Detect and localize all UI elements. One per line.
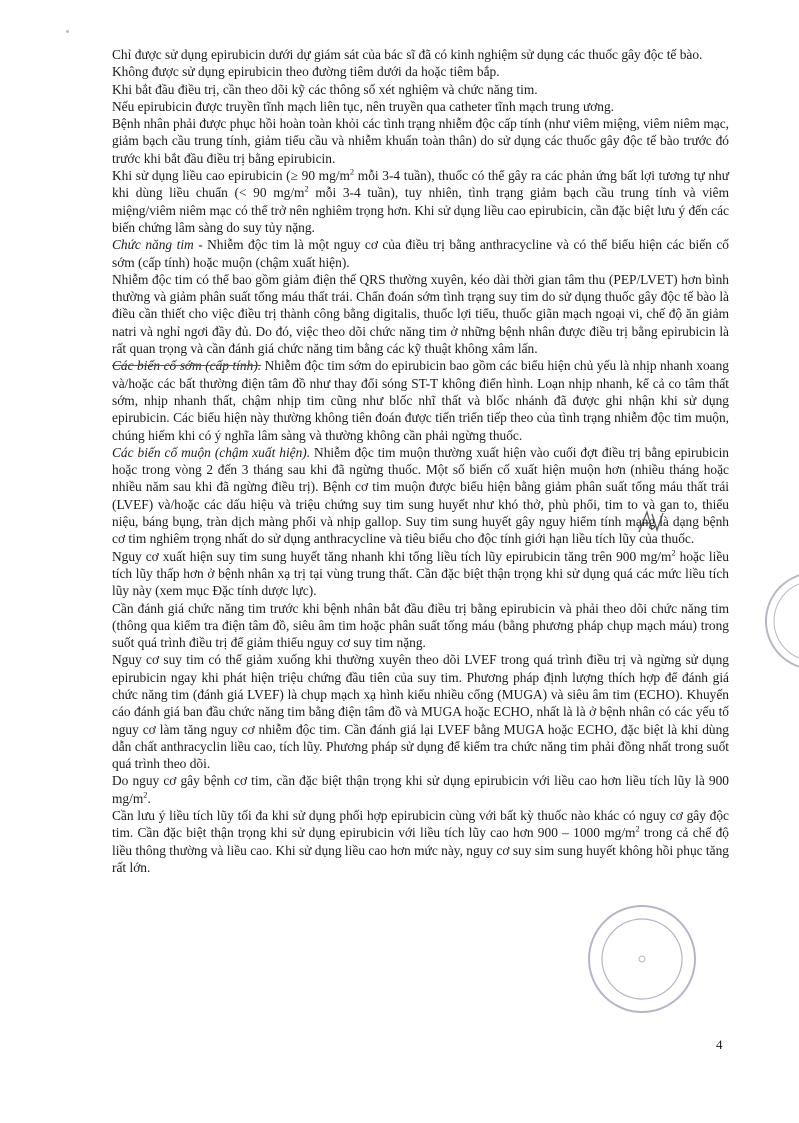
label-late-events: Các biến cố muộn (chậm xuất hiện). bbox=[112, 444, 311, 460]
paragraph-cumulative-dose: Do nguy cơ gây bệnh cơ tim, cần đặc biệt thận trọng khi sử dụng epirubicin với liều cao hơn liều tích lũy là 900 $mg/m^2$. bbox=[112, 773, 729, 806]
paragraph-supervision: Chỉ được sử dụng epirubicin dưới dự giám sát của bác sĩ đã có kinh nghiệm sử dụng các thuốc gây độc tế bào. bbox=[112, 47, 703, 62]
page-number: 4 bbox=[716, 1037, 723, 1052]
paragraph-lvef-monitoring: Nguy cơ suy tim có thể giảm xuống khi thường xuyên theo dõi LVEF trong quá trình điều trị và ngừng sử dụng epirubicin ngay khi phát hiện triệu chứng đầu tiên của suy tim. Phương pháp định lượng thích hợp để đánh giá chức năng tim (đánh giá LVEF) là chụp mạch xạ hình kiểu nhiều cổng (MUGA) và siêu âm tim (ECHO). Khuyến cáo đánh giá ban đầu chức năng tim bằng điện tâm đồ và MUGA hoặc ECHO, nhất là là ở bệnh nhân có các yếu tố nguy cơ làm tăng nguy cơ nhiễm độc tim. Cần đánh giá lại LVEF bằng MUGA hoặc ECHO, đặc biệt là khi dùng dẫn chất anthracyclin liều cao, tích lũy. Phương pháp sử dụng để kiểm tra chức năng tim phải đồng nhất trong suốt quá trình theo dõi. bbox=[112, 652, 729, 772]
paragraph-baseline-assessment: Cần đánh giá chức năng tim trước khi bệnh nhân bắt đầu điều trị bằng epirubicin và phải theo dõi chức năng tim (thông qua kiểm tra điện tâm đồ, siêu âm tim hoặc phân suất tống máu (bằng phương pháp chụp mạch máu) trong suốt quá trình điều trị để giảm thiểu nguy cơ suy tim nặng. bbox=[112, 600, 729, 651]
paragraph-recovery: Bệnh nhân phải được phục hồi hoàn toàn khỏi các tình trạng nhiễm độc cấp tính (như viêm miệng, viêm niêm mạc, giảm bạch cầu trung tính, giảm tiểu cầu và nhiễm khuẩn toàn thân) do sử dụng các thuốc gây độc tế bào trước đó trước khi bắt đầu điều trị bằng epirubicin. bbox=[112, 116, 729, 166]
paragraph-high-dose: Khi sử dụng liều cao epirubicin (≥ 90 $mg/m^2$ mỗi 3-4 tuần), thuốc có thể gây ra các phản ứng bất lợi tương tự như khi dùng liều chuẩn (< 90 $mg/m^2$ mỗi 3-4 tuần), tuy nhiên, tình trạng giảm bạch cầu trung tính và viêm miệng/viêm niêm mạc có thể trở nên nghiêm trọng hơn. Khi sử dụng liều cao epirubicin, cần đặc biệt lưu ý đến các biến chứng lâm sàng do suy tủy nặng. bbox=[112, 166, 729, 235]
paragraph-monitoring: Khi bắt đầu điều trị, cần theo dõi kỹ các thông số xét nghiệm và chức năng tim. bbox=[112, 81, 538, 97]
paragraph-max-cumulative: Cần lưu ý liều tích lũy tối đa khi sử dụng phối hợp epirubicin cùng với bất kỳ thuốc nào khác có nguy cơ gây độc tim. Cần đặc biệt thận trọng khi sử dụng epirubicin với liều tích lũy cao hơn 900 – 1000 $mg/m^2$ trong cả chế độ liều thông thường và liều cao. Khi sử dụng liều cao hơn mức này, nguy cơ suy sim sung huyết không hồi phục tăng rất lớn. bbox=[112, 808, 729, 875]
company-stamp-seal bbox=[586, 903, 698, 1015]
paragraph-route: Không được sử dụng epirubicin theo đường tiêm dưới da hoặc tiêm bắp. bbox=[112, 64, 500, 80]
signature-initials-mark bbox=[636, 508, 666, 536]
paragraph-cardiotoxicity: Nhiễm độc tim có thể bao gồm giảm điện thế QRS thường xuyên, kéo dài thời gian tâm thu (PEP/LVET) hơn bình thường và giảm phân suất tống máu thất trái. Chẩn đoán sớm tình trạng suy tim do sử dụng thuốc gây độc tế bào là điều cần thiết cho việc điều trị thành công bằng digitalis, thuốc lợi tiểu, thuốc giãn mạch ngoại vi, chế độ ăn giảm natri và nghỉ ngơi đầy đủ. Do đó, việc theo dõi chức năng tim ở những bệnh nhân được điều trị bằng epirubicin là rất quan trọng và cần đánh giá chức năng tim bằng các kỹ thuật không xâm lấn. bbox=[112, 271, 729, 357]
paragraph-catheter: Nếu epirubicin được truyền tĩnh mạch liên tục, nên truyền qua catheter tĩnh mạch trung ương. bbox=[112, 98, 615, 114]
paragraph-chf-risk: Nguy cơ xuất hiện suy tim sung huyết tăng nhanh khi tổng liều tích lũy epirubicin tăng trên 900 $mg/m^2$ hoặc liều tích lũy thấp hơn ở bệnh nhân xạ trị tại vùng trung thất. Cần đặc biệt thận trọng khi sử dụng quá các mức liều tích lũy này (xem mục Đặc tính dược lực). bbox=[112, 547, 729, 599]
document-body bbox=[112, 46, 729, 876]
label-early-events: Các biến cố sớm (cấp tính). bbox=[112, 358, 262, 374]
paragraph-late-events: Các biến cố muộn (chậm xuất hiện). Nhiễm độc tim muộn thường xuất hiện vào cuối đợt điều trị bằng epirubicin hoặc trong vòng 2 đến 3 tháng sau khi đã ngừng thuốc. Một số biến cố xuất hiện muộn hơn (nhiều tháng hoặc nhiều năm sau khi đã ngừng điều trị). Bệnh cơ tim muộn được biểu hiện bằng giảm phân suất tống máu thất trái (LVEF) và/hoặc các dấu hiệu và triệu chứng suy tim sung huyết như khó thở, phù phổi, tim to và gan to, thiểu niệu, báng bụng, tràn dịch màng phổi và nhịp gallop. Suy tim sung huyết gây nguy hiểm tính mạng là dạng bệnh cơ tim nghiêm trọng nhất do sử dụng anthracycline và tiêu biểu cho độc tính giới hạn liều tích lũy của thuốc. bbox=[112, 444, 729, 547]
scan-speck bbox=[66, 30, 69, 33]
paragraph-cardiac-function: Chức năng tim - Nhiễm độc tim là một nguy cơ của điều trị bằng anthracycline và có thể biểu hiện các biến cố sớm (cấp tính) hoặc muộn (chậm xuất hiện). bbox=[112, 237, 729, 270]
label-cardiac-function: Chức năng tim bbox=[112, 237, 194, 253]
edge-stamp-seal bbox=[752, 566, 799, 676]
paragraph-early-events: Các biến cố sớm (cấp tính). Nhiễm độc tim sớm do epirubicin bao gồm các biểu hiện chủ yếu là nhịp nhanh xoang và/hoặc các bất thường điện tâm đồ như thay đổi sóng ST-T không điển hình. Loạn nhịp nhanh, kể cả co tâm thất sớm, nhịp nhanh thất, chậm nhịp tim cũng như blốc nhĩ thất và blốc nhánh đã được ghi nhận khi sử dụng epirubicin. Các biểu hiện này thường không tiên đoán được tiến triển tiếp theo của tình trạng nhiễm độc tim muộn, chúng hiếm khi có ý nghĩa lâm sàng và thường không cần phải ngừng thuốc. bbox=[112, 358, 729, 443]
